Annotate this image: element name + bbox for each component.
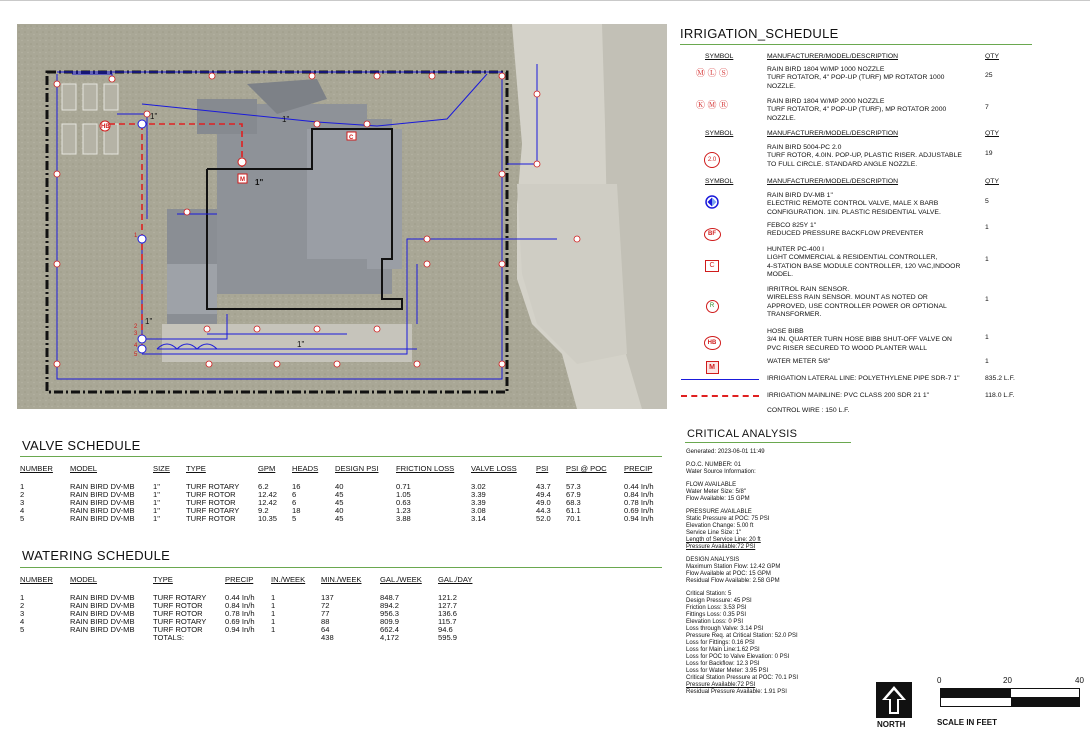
scale-bar-graphic (1010, 697, 1080, 707)
hose-bibb-label: HB (101, 124, 110, 130)
qty-header: QTY (985, 178, 999, 185)
analysis-line: Generated: 2023-06-01 11:49 (686, 449, 765, 455)
analysis-line: Water Meter Size: 5/8" (686, 489, 746, 495)
scale-label: SCALE IN FEET (937, 718, 998, 727)
top-border (0, 0, 1090, 1)
critical-analysis-body (686, 449, 886, 696)
analysis-line: Flow Available at POC: 15 GPM (686, 571, 771, 577)
column-header: SIZE (153, 464, 170, 473)
item-qty: 25 (985, 72, 993, 79)
scale-bar (935, 676, 1085, 726)
scale-tick-label: 20 (1003, 676, 1012, 685)
analysis-line: Maximum Station Flow: 12.42 GPM (686, 564, 781, 570)
controller-label: C (349, 135, 354, 141)
table-row: 4 RAIN BIRD DV-MB 1" TURF ROTARY 9.2 18 40 1.23 3.08 44.3 61.1 0.69 In/h (20, 506, 654, 515)
column-header: PSI (536, 464, 549, 473)
manufacturer-header: MANUFACTURER/MODEL/DESCRIPTION (767, 178, 899, 185)
scale-bar-graphic (940, 697, 1012, 707)
item-description: IRRIGATION LATERAL LINE: POLYETHYLENE PIPE SDR-7 1" (767, 375, 960, 382)
column-header: GAL./WEEK (380, 575, 422, 584)
analysis-line: Loss for Fittings: 0.16 PSI (686, 640, 755, 646)
table-row: 2 RAIN BIRD DV-MB 1" TURF ROTOR 12.42 6 45 1.05 3.39 49.4 67.9 0.84 In/h (20, 490, 654, 499)
item-description: FEBCO 825Y 1" REDUCED PRESSURE BACKFLOW PREVENTER (767, 222, 924, 238)
column-header: MODEL (70, 464, 98, 473)
analysis-line: Loss through Valve: 3.14 PSI (686, 626, 764, 632)
table-row: 1 RAIN BIRD DV-MB 1" TURF ROTARY 6.2 16 40 0.71 3.02 43.7 57.3 0.44 In/h (20, 482, 654, 491)
analysis-line: Residual Flow Available: 2.58 GPM (686, 578, 780, 584)
north-label: NORTH (877, 720, 906, 729)
item-qty: 1 (985, 358, 989, 365)
symbol-header: SYMBOL (705, 178, 734, 185)
backflow-preventer-icon: BF (677, 222, 747, 241)
analysis-line: DESIGN ANALYSIS (686, 557, 740, 563)
site-plan-drawing (17, 24, 667, 409)
column-header: VALVE LOSS (471, 464, 517, 473)
column-header: GAL./DAY (438, 575, 473, 584)
valve-number: 2 (134, 324, 138, 330)
analysis-line: Elevation Change: 5.00 ft (686, 523, 754, 529)
item-qty: 1 (985, 224, 989, 231)
table-row: 5 RAIN BIRD DV-MB TURF ROTOR 0.94 In/h 1 64 662.4 94.6 (20, 625, 453, 634)
item-qty: 5 (985, 198, 989, 205)
pipe-size-label: 1" (297, 340, 305, 349)
item-qty: 7 (985, 104, 989, 111)
analysis-line: Flow Available: 15 GPM (686, 496, 750, 502)
item-qty: 19 (985, 150, 993, 157)
column-header: TYPE (186, 464, 206, 473)
column-header: NUMBER (20, 575, 53, 584)
column-header: GPM (258, 464, 276, 473)
analysis-line: Design Pressure: 45 PSI (686, 598, 752, 604)
column-header: MIN./WEEK (321, 575, 362, 584)
watering-schedule-rule (20, 567, 662, 568)
mp2000-rotator-icon: Ⓚ Ⓜ Ⓡ (695, 100, 728, 110)
table-row: 3 RAIN BIRD DV-MB 1" TURF ROTOR 12.42 6 45 0.63 3.39 49.0 68.3 0.78 In/h (20, 498, 654, 507)
backflow-icon (238, 158, 246, 166)
column-header: TYPE (153, 575, 173, 584)
column-header: PSI @ POC (566, 464, 607, 473)
item-description: RAIN BIRD DV-MB 1" ELECTRIC REMOTE CONTROL VALVE, MALE X BARB CONFIGURATION. 1IN. PLASTIC RESIDENTIAL VALVE. (767, 192, 941, 216)
north-arrow-icon (876, 682, 912, 718)
item-qty: 118.0 L.F. (985, 392, 1015, 399)
symbol-header: SYMBOL (705, 53, 734, 60)
column-header: NUMBER (20, 464, 53, 473)
table-row: 2 RAIN BIRD DV-MB TURF ROTOR 0.84 In/h 1 72 894.2 127.7 (20, 601, 458, 610)
valve-number: 5 (134, 352, 138, 358)
item-qty: 1 (985, 296, 989, 303)
analysis-line: Critical Station: 5 (686, 591, 732, 597)
analysis-line: Loss for POC to Valve Elevation: 0 PSI (686, 654, 790, 660)
controller-icon: C (677, 254, 747, 272)
hose-bibb-icon: HB (677, 331, 747, 350)
column-header: MODEL (70, 575, 98, 584)
irrigation-schedule (677, 50, 1087, 420)
analysis-line: Pressure Available:72 PSI (686, 544, 756, 550)
item-description: IRRIGATION MAINLINE: PVC CLASS 200 SDR 21 1" (767, 392, 930, 399)
scale-tick-label: 40 (1075, 676, 1084, 685)
analysis-line: Elevation Loss: 0 PSI (686, 619, 744, 625)
analysis-line: Loss for Backflow: 12.3 PSI (686, 661, 760, 667)
qty-header: QTY (985, 53, 999, 60)
analysis-line: Static Pressure at POC: 75 PSI (686, 516, 770, 522)
analysis-line: Friction Loss: 3.53 PSI (686, 605, 747, 611)
valve-number: 1 (134, 233, 138, 239)
item-description: CONTROL WIRE : 150 L.F. (767, 407, 850, 414)
watering-schedule-title: WATERING SCHEDULE (22, 548, 171, 563)
analysis-line: Loss for Water Meter: 3.95 PSI (686, 668, 769, 674)
totals-row: TOTALS: 438 4,172 595.9 (153, 633, 458, 642)
irrigation-schedule-rule (680, 44, 1032, 45)
valve-schedule-table (20, 465, 670, 535)
item-description: RAIN BIRD 5004-PC 2.0 TURF ROTOR, 4.0IN. POP-UP, PLASTIC RISER. ADJUSTABLE TO FULL CIRCLE. STANDARD ANGLE NOZZLE. (767, 144, 962, 168)
table-row: 4 RAIN BIRD DV-MB TURF ROTARY 0.69 In/h 1 88 809.9 115.7 (20, 617, 457, 626)
column-header: HEADS (292, 464, 319, 473)
manufacturer-header: MANUFACTURER/MODEL/DESCRIPTION (767, 130, 899, 137)
analysis-line: Pressure Req. at Critical Station: 52.0 PSI (686, 633, 798, 639)
analysis-line: Fittings Loss: 0.35 PSI (686, 612, 747, 618)
qty-header: QTY (985, 130, 999, 137)
pipe-size-label: 1" (150, 112, 158, 121)
item-description: RAIN BIRD 1804 W/MP 1000 NOZZLE TURF ROTATOR, 4" POP-UP (TURF) MP ROTATOR 1000 NOZZLE. (767, 66, 945, 90)
table-row: 3 RAIN BIRD DV-MB TURF ROTOR 0.78 In/h 1 77 956.3 136.6 (20, 609, 458, 618)
mainline-icon (681, 395, 759, 397)
item-description: HUNTER PC-400 I LIGHT COMMERCIAL & RESIDENTIAL CONTROLLER, 4-STATION BASE MODULE CONTROLLER, 120 VAC,INDOOR MODEL. (767, 246, 961, 279)
item-qty: 1 (985, 334, 989, 341)
symbol-header: SYMBOL (705, 130, 734, 137)
analysis-line: Length of Service Line: 20 ft (686, 537, 761, 543)
mp1000-rotator-icon: Ⓜ Ⓛ Ⓢ (695, 68, 728, 78)
item-description: RAIN BIRD 1804 W/MP 2000 NOZZLE TURF ROTATOR, 4" POP-UP (TURF), MP ROTATOR 2000 NOZZLE. (767, 98, 947, 122)
item-description: HOSE BIBB 3/4 IN. QUARTER TURN HOSE BIBB SHUT-OFF VALVE ON PVC RISER SECURED TO WOOD PLANTER WALL (767, 328, 952, 352)
pipe-size-label: 1" (145, 317, 153, 326)
item-description: WATER METER 5/8" (767, 358, 831, 365)
irrigation-schedule-title: IRRIGATION_SCHEDULE (680, 26, 839, 41)
item-qty: 1 (985, 256, 989, 263)
table-row: 1 RAIN BIRD DV-MB TURF ROTARY 0.44 In/h 1 137 848.7 121.2 (20, 593, 458, 602)
critical-analysis-rule (685, 442, 851, 443)
water-meter-icon: M (677, 356, 747, 374)
rain-sensor-icon: R (677, 294, 747, 313)
column-header: PRECIP (225, 575, 254, 584)
scale-tick-label: 0 (937, 676, 942, 685)
analysis-line: P.O.C. NUMBER: 01 (686, 462, 741, 468)
manufacturer-header: MANUFACTURER/MODEL/DESCRIPTION (767, 53, 899, 60)
analysis-line: FLOW AVAILABLE (686, 482, 737, 488)
pipe-size-label: 1" (282, 115, 290, 124)
analysis-line: Residual Pressure Available: 1.91 PSI (686, 689, 787, 695)
rotor-icon: 2.0 (677, 148, 747, 168)
column-header: IN./WEEK (271, 575, 306, 584)
column-header: FRICTION LOSS (396, 464, 455, 473)
analysis-line: Service Line Size: 1" (686, 530, 742, 536)
site-plan (17, 24, 667, 409)
lateral-line-icon (681, 379, 759, 380)
item-qty: 835.2 L.F. (985, 375, 1015, 382)
table-row: 5 RAIN BIRD DV-MB 1" TURF ROTOR 10.35 5 45 3.88 3.14 52.0 70.1 0.94 In/h (20, 514, 654, 523)
valve-schedule-rule (20, 456, 662, 457)
analysis-line: Critical Station Pressure at POC: 70.1 PSI (686, 675, 799, 681)
analysis-line: PRESSURE AVAILABLE (686, 509, 752, 515)
analysis-line: Loss for Main Line:1.62 PSI (686, 647, 760, 653)
valve-schedule-title: VALVE SCHEDULE (22, 438, 141, 453)
valve-icon (677, 195, 747, 214)
pipe-size-label: 1" (255, 178, 264, 187)
column-header: DESIGN PSI (335, 464, 379, 473)
valve-number: 4 (134, 343, 138, 349)
critical-analysis-title: CRITICAL ANALYSIS (687, 428, 798, 440)
watering-schedule-table (20, 576, 520, 656)
north-arrow (876, 682, 912, 722)
analysis-line: Pressure Available:72 PSI (686, 682, 756, 688)
item-description: IRRITROL RAIN SENSOR. WIRELESS RAIN SENSOR. MOUNT AS NOTED OR APPROVED, USE CONTROLLER POWER OR OPTIONAL TRANSFORMER. (767, 286, 947, 319)
valve-number: 3 (134, 331, 138, 337)
water-meter-label: M (240, 177, 245, 183)
column-header: PRECIP (624, 464, 653, 473)
analysis-line: Water Source Information: (686, 469, 756, 475)
